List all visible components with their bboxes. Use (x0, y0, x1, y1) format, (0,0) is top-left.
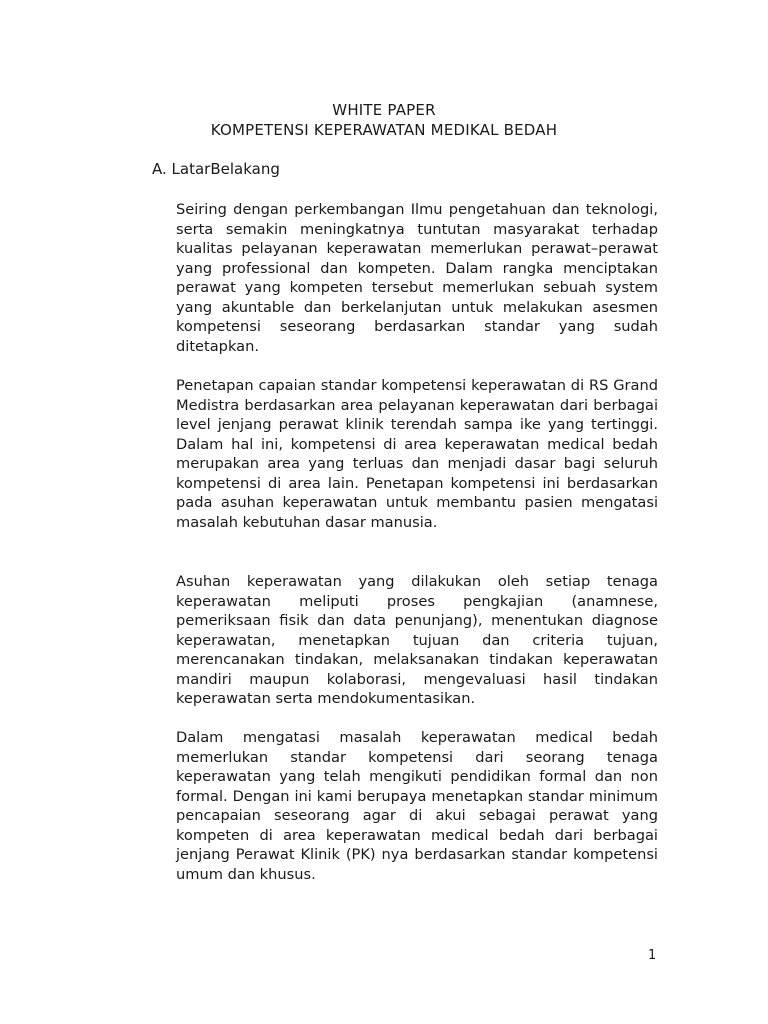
document-title: WHITE PAPER (332, 101, 436, 119)
paragraph: Seiring dengan perkembangan Ilmu pengetahuan dan teknologi, serta semakin meningkatnya tuntutan masyarakat terhadap kualitas pelayanan keperawatan memerlukan perawat–perawat yang professional dan kompeten. Dalam rangka menciptakan perawat yang kompeten tersebut memerlukan sebuah system yang akuntable dan berkelanjutan untuk melakukan asesmen kompetensi seseorang berdasarkan standar yang sudah ditetapkan. (176, 201, 658, 355)
paragraph: Asuhan keperawatan yang dilakukan oleh setiap tenaga keperawatan meliputi proses pengkajian (anamnese, pemeriksaan fisik dan data penunjang), menentukan diagnose keperawatan, menetapkan tujuan dan criteria tujuan, merencanakan tindakan, melaksanakan tindakan keperawatan mandiri maupun kolaborasi, mengevaluasi hasil tindakan keperawatan serta mendokumentasikan. (176, 573, 658, 707)
page-number: 1 (648, 948, 657, 963)
section-heading: A. LatarBelakang (152, 160, 280, 178)
paragraph: Dalam mengatasi masalah keperawatan medical bedah memerlukan standar kompetensi dari seorang tenaga keperawatan yang telah mengikuti pendidikan formal dan non formal. Dengan ini kami berupaya menetapkan standar minimum pencapaian seseorang agar di akui sebagai perawat yang kompeten di area keperawatan medical bedah dari berbagai jenjang Perawat Klinik (PK) nya berdasarkan standar kompetensi umum dan khusus. (176, 729, 658, 883)
document-subtitle: KOMPETENSI KEPERAWATAN MEDIKAL BEDAH (210, 121, 558, 139)
paragraph: Penetapan capaian standar kompetensi keperawatan di RS Grand Medistra berdasarkan area pelayanan keperawatan dari berbagai level jenjang perawat klinik terendah sampa ike yang tertinggi. Dalam hal ini, kompetensi di area keperawatan medical bedah merupakan area yang terluas dan menjadi dasar bagi seluruh kompetensi di area lain. Penetapan kompetensi ini berdasarkan pada asuhan keperawatan untuk membantu pasien mengatasi masalah kebutuhan dasar manusia. (176, 377, 658, 531)
